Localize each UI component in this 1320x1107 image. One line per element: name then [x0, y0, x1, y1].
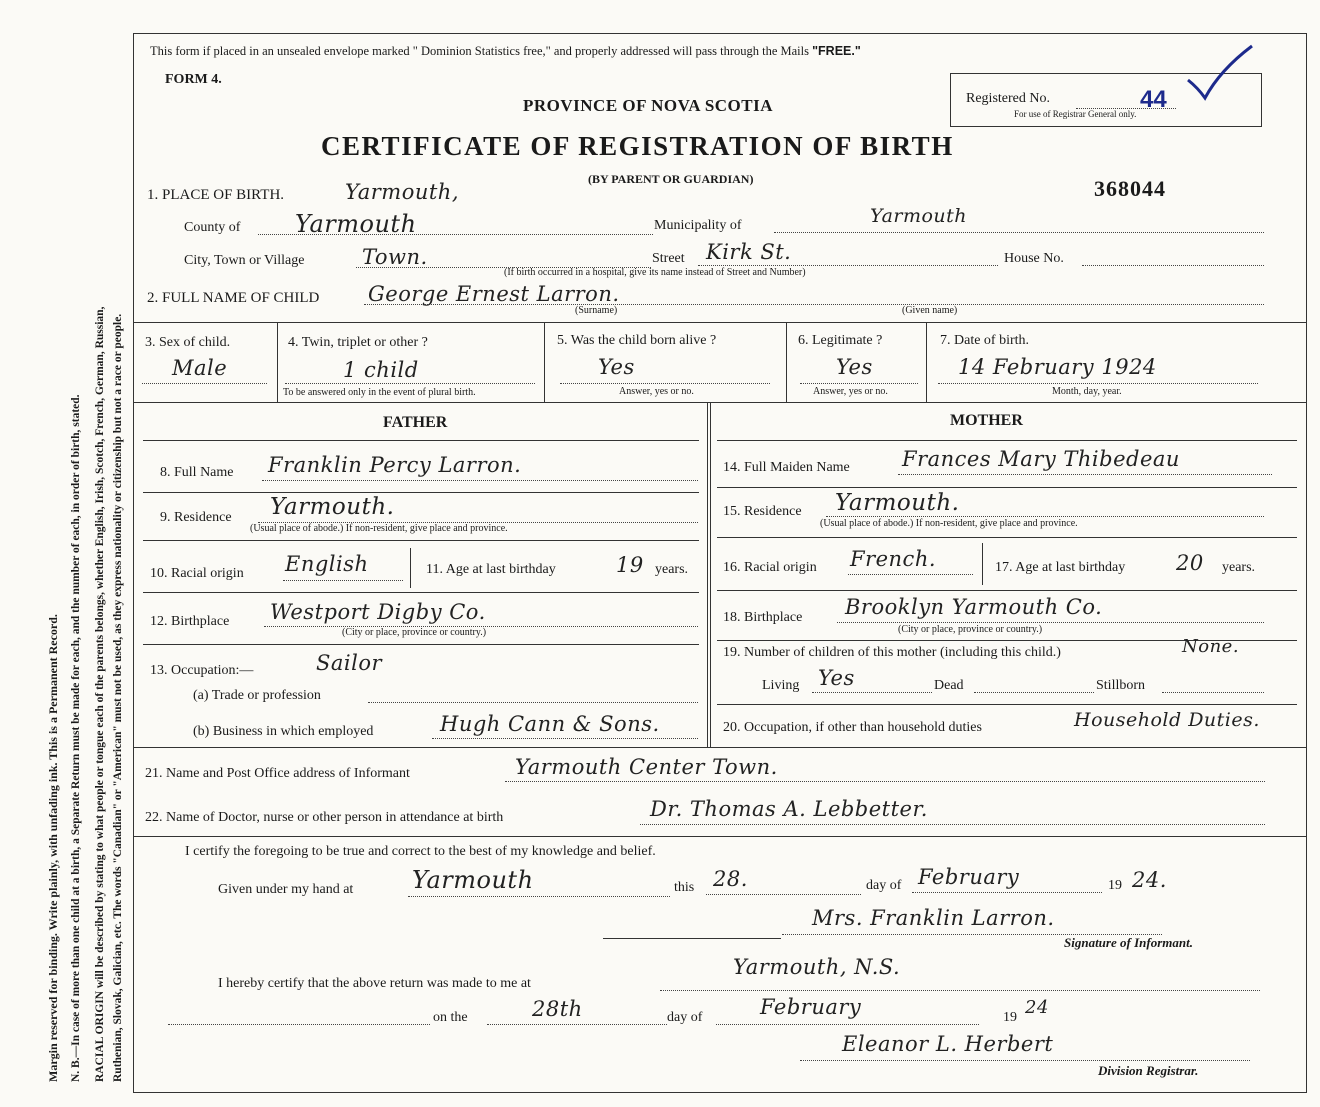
- divider-sex: [277, 322, 278, 402]
- mother-name-value: Frances Mary Thibedeau: [902, 447, 1180, 471]
- given-label: Given under my hand at: [218, 882, 354, 897]
- parents-top-line: [133, 402, 1307, 403]
- parents-divider: [707, 402, 708, 747]
- mother-racial-value: French.: [850, 547, 937, 571]
- mother-living-value: Yes: [818, 666, 855, 690]
- street-dots: [698, 265, 998, 266]
- street-note: (If birth occurred in a hospital, give its name instead of Street and Number): [504, 267, 806, 278]
- municipality-label: Municipality of: [654, 218, 742, 233]
- father-residence-value: Yarmouth.: [270, 494, 395, 520]
- subtitle: (BY PARENT OR GUARDIAN): [588, 172, 754, 186]
- mother-age-unit: years.: [1222, 560, 1256, 575]
- certificate-number: 368044: [1094, 176, 1166, 201]
- margin-note-1: Margin reserved for binding. Write plainly, with unfading ink. This is a Permanent Record.: [46, 614, 60, 1082]
- twin-value: 1 child: [343, 358, 419, 382]
- father-residence-label: 9. Residence: [160, 510, 232, 525]
- mother-heading: MOTHER: [950, 412, 1023, 429]
- dob-dots: [938, 383, 1258, 384]
- father-heading-line: [143, 440, 699, 441]
- father-trade-dots: [368, 702, 698, 703]
- father-name-dots: [262, 480, 698, 481]
- county-value: Yarmouth: [295, 210, 417, 238]
- doctor-dots: [640, 824, 1265, 825]
- year-suffix: 24.: [1132, 868, 1167, 892]
- twin-note: To be answered only in the event of plural birth.: [283, 387, 476, 398]
- place-value: Yarmouth,: [345, 180, 460, 204]
- alive-dots: [560, 383, 770, 384]
- mother-children-value: None.: [1182, 636, 1240, 657]
- mail-notice: This form if placed in an unsealed envelope marked " Dominion Statistics free," and properly addressed will pass through the Mails "FREE.": [150, 44, 861, 58]
- county-label: County of: [184, 220, 241, 235]
- mother-name-dots: [898, 474, 1272, 475]
- on-the-pre-dots: [168, 1024, 430, 1025]
- mother-living-dots: [812, 692, 932, 693]
- father-racial-value: English: [285, 552, 369, 576]
- twin-dots: [285, 383, 535, 384]
- father-age-unit: years.: [655, 562, 689, 577]
- reg-day-value: 28th: [532, 997, 583, 1021]
- municipality-dots: [774, 232, 1264, 233]
- mother-racial-label: 16. Racial origin: [723, 560, 817, 575]
- parents-bottom-line: [133, 747, 1307, 748]
- registrar-text: I hereby certify that the above return was made to me at: [218, 976, 531, 991]
- legit-note: Answer, yes or no.: [813, 386, 888, 397]
- registrar-signature-dots: [800, 1060, 1250, 1061]
- month-value: February: [918, 865, 1020, 889]
- certify-text: I certify the foregoing to be true and correct to the best of my knowledge and belief.: [185, 844, 656, 859]
- month-dots: [912, 892, 1102, 893]
- mother-name-label: 14. Full Maiden Name: [723, 460, 850, 475]
- city-value: Town.: [362, 245, 428, 269]
- alive-note: Answer, yes or no.: [619, 386, 694, 397]
- divider-alive: [786, 322, 787, 402]
- father-residence-note: (Usual place of abode.) If non-resident, give place and province.: [250, 523, 508, 534]
- father-trade-label: (a) Trade or profession: [193, 688, 321, 703]
- parents-divider-2: [710, 402, 711, 747]
- divider-legit: [926, 322, 927, 402]
- mother-living-label: Living: [762, 678, 800, 693]
- informant-sig-line: [603, 938, 781, 939]
- mother-residence-note: (Usual place of abode.) If non-resident, give place and province.: [820, 518, 1078, 529]
- mother-stillborn-dots: [1162, 692, 1264, 693]
- form-number: FORM 4.: [165, 72, 222, 87]
- father-racial-label: 10. Racial origin: [150, 566, 244, 581]
- registrar-label: Division Registrar.: [1098, 1063, 1199, 1078]
- mother-birthplace-value: Brooklyn Yarmouth Co.: [845, 595, 1103, 619]
- margin-note-2: N. B.—In case of more than one child at a birth, a Separate Return must be made for each, and the number of each, in order of birth, stated.: [70, 394, 82, 1082]
- municipality-value: Yarmouth: [870, 205, 968, 227]
- registered-number: 44: [1140, 86, 1167, 113]
- on-the-label: on the: [433, 1010, 468, 1025]
- given-name-note: (Given name): [902, 305, 958, 316]
- city-label: City, Town or Village: [184, 253, 305, 268]
- divider-twin: [544, 322, 545, 402]
- given-place-dots: [408, 896, 670, 897]
- informant-sig-label: Signature of Informant.: [1064, 935, 1193, 950]
- registrar-place: Yarmouth, N.S.: [733, 955, 901, 979]
- mother-occupation-label: 20. Occupation, if other than household duties: [723, 720, 982, 735]
- reg-month-dots: [716, 1024, 979, 1025]
- checkmark-icon: [1180, 40, 1260, 110]
- father-birthplace-label: 12. Birthplace: [150, 614, 230, 629]
- informant-address-value: Yarmouth Center Town.: [515, 755, 778, 779]
- mother-age-value: 20: [1176, 551, 1204, 575]
- registrar-place-dots: [660, 990, 1260, 991]
- surname-note: (Surname): [575, 305, 618, 316]
- house-dots: [1082, 265, 1264, 266]
- father-business-label: (b) Business in which employed: [193, 724, 374, 739]
- certification-top-line: [133, 836, 1307, 837]
- year-prefix: 19: [1108, 878, 1122, 893]
- father-row12-line: [143, 644, 699, 645]
- reg-year-prefix: 19: [1003, 1010, 1017, 1025]
- registered-note: For use of Registrar General only.: [1014, 109, 1137, 119]
- day-of-label: day of: [866, 878, 902, 893]
- mother-row14-line: [717, 487, 1297, 488]
- sex-value: Male: [172, 356, 228, 380]
- father-business-dots: [432, 738, 698, 739]
- mother-heading-line: [717, 440, 1297, 441]
- father-row9-line: [143, 540, 699, 541]
- margin-note-3: RACIAL ORIGIN will be described by stating to what people or tongue each of the parents belongs, whether English, Irish, Scotch, French, German, Russian,: [94, 306, 106, 1082]
- day-dots: [706, 894, 861, 895]
- row3-top-line: [133, 322, 1307, 323]
- street-value: Kirk St.: [706, 240, 792, 264]
- reg-year-suffix: 24: [1025, 997, 1049, 1018]
- father-occupation-label: 13. Occupation:—: [150, 663, 254, 678]
- margin-note-4: Ruthenian, Slovak, Galician, etc. The words "Canadian" or "American" must not be used, as they express nationality or citizenship but not a race or people.: [112, 313, 124, 1082]
- father-row8-line: [143, 492, 699, 493]
- mother-row19-line: [717, 704, 1297, 705]
- page-title: CERTIFICATE OF REGISTRATION OF BIRTH: [321, 131, 954, 161]
- father-age-value: 19: [616, 553, 644, 577]
- dob-note: Month, day, year.: [1052, 386, 1122, 397]
- father-age-divider: [410, 548, 411, 588]
- father-occupation-value: Sailor: [316, 651, 383, 675]
- mother-birthplace-label: 18. Birthplace: [723, 610, 803, 625]
- father-racial-dots: [283, 580, 403, 581]
- reg-day-dots: [487, 1024, 667, 1025]
- mother-age-divider: [982, 543, 983, 585]
- mother-row16-line: [717, 590, 1297, 591]
- mail-free: "FREE.": [812, 44, 861, 58]
- legit-value: Yes: [836, 355, 873, 379]
- father-row10-line: [143, 592, 699, 593]
- province: PROVINCE OF NOVA SCOTIA: [523, 96, 774, 115]
- dob-value: 14 February 1924: [958, 355, 1157, 379]
- mother-dead-label: Dead: [934, 678, 964, 693]
- reg-day-of-label: day of: [667, 1010, 703, 1025]
- doctor-label: 22. Name of Doctor, nurse or other person in attendance at birth: [145, 810, 504, 825]
- mother-birthplace-dots: [837, 622, 1264, 623]
- mother-row15-line: [717, 537, 1297, 538]
- father-heading: FATHER: [383, 414, 448, 431]
- legit-dots: [800, 383, 918, 384]
- mother-occupation-value: Household Duties.: [1074, 709, 1260, 731]
- day-value: 28.: [713, 867, 748, 891]
- informant-address-dots: [505, 781, 1265, 782]
- child-name-label: 2. FULL NAME OF CHILD: [147, 290, 320, 306]
- informant-signature: Mrs. Franklin Larron.: [812, 906, 1055, 930]
- given-place-value: Yarmouth: [412, 866, 534, 894]
- mother-racial-dots: [848, 574, 973, 575]
- father-age-label: 11. Age at last birthday: [426, 562, 556, 577]
- doctor-value: Dr. Thomas A. Lebbetter.: [650, 797, 928, 821]
- mother-residence-label: 15. Residence: [723, 504, 802, 519]
- mother-birthplace-note: (City or place, province or country.): [898, 624, 1043, 635]
- father-birthplace-value: Westport Digby Co.: [270, 600, 486, 624]
- sex-label: 3. Sex of child.: [145, 335, 231, 350]
- informant-address-label: 21. Name and Post Office address of Informant: [145, 766, 410, 781]
- dob-label: 7. Date of birth.: [940, 333, 1030, 348]
- alive-value: Yes: [598, 355, 635, 379]
- this-label: this: [674, 880, 695, 895]
- mother-stillborn-label: Stillborn: [1096, 678, 1146, 693]
- registered-label: Registered No.: [966, 91, 1050, 106]
- alive-label: 5. Was the child born alive ?: [557, 333, 717, 348]
- father-business-value: Hugh Cann & Sons.: [440, 712, 660, 736]
- sex-dots: [142, 383, 267, 384]
- reg-month-value: February: [760, 995, 862, 1019]
- father-birthplace-note: (City or place, province or country.): [342, 627, 487, 638]
- street-label: Street: [652, 251, 685, 266]
- mother-age-label: 17. Age at last birthday: [995, 560, 1126, 575]
- father-name-value: Franklin Percy Larron.: [268, 453, 522, 477]
- legit-label: 6. Legitimate ?: [798, 333, 883, 348]
- mother-residence-value: Yarmouth.: [835, 490, 960, 516]
- place-label: 1. PLACE OF BIRTH.: [147, 187, 285, 203]
- child-name-value: George Ernest Larron.: [368, 282, 620, 306]
- mother-residence-dots: [826, 516, 1264, 517]
- mother-children-label: 19. Number of children of this mother (including this child.): [723, 645, 1061, 660]
- father-name-label: 8. Full Name: [160, 465, 234, 480]
- registrar-signature: Eleanor L. Herbert: [842, 1032, 1054, 1056]
- mother-dead-dots: [974, 692, 1094, 693]
- house-label: House No.: [1004, 251, 1064, 266]
- twin-label: 4. Twin, triplet or other ?: [288, 335, 428, 350]
